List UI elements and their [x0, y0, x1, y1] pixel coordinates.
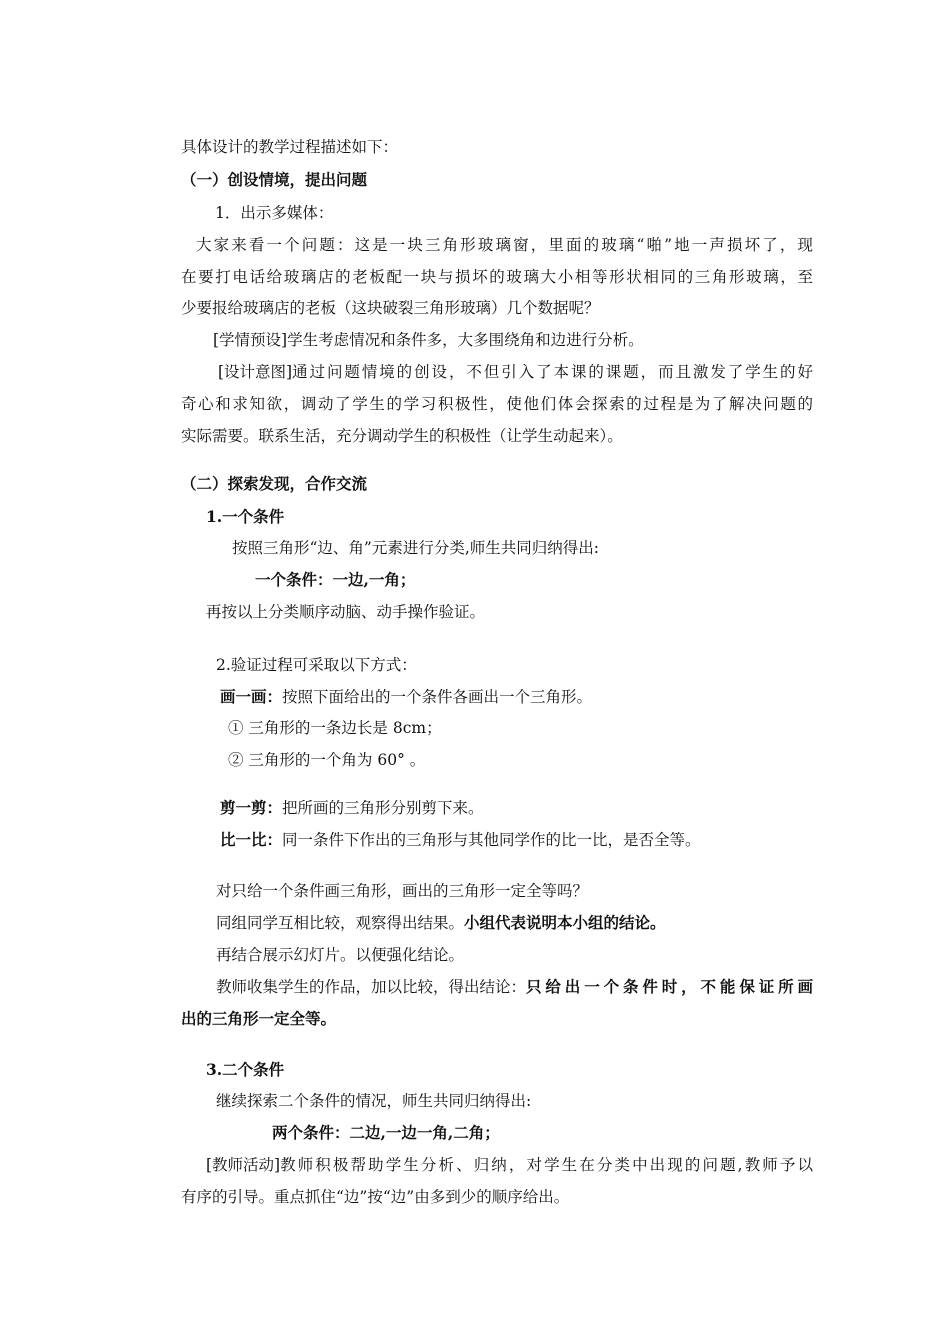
subsection-1: 1.一个条件 [206, 507, 285, 526]
intent-line-1 [218, 362, 813, 382]
activity-line-1 [206, 1155, 813, 1175]
group-text: 同组同学互相比较，观察得出结果。 [216, 914, 465, 932]
draw-line [220, 687, 592, 707]
slides-line: 再结合展示幻灯片。以便强化结论。 [216, 946, 465, 964]
compare-text: 同一条件下作出的三角形与其他同学作的比一比，是否全等。 [282, 831, 701, 849]
group-bold: 小组代表说明本小组的结论。 [464, 913, 666, 932]
compare-line [220, 830, 701, 850]
teacher-text: 教师收集学生的作品，加以比较，得出结论： [216, 978, 527, 996]
subsection-2: 2.验证过程可采取以下方式： [216, 656, 417, 674]
preset-text: 学生考虑情况和条件多，大多围绕角和边进行分析。 [287, 331, 644, 349]
subsection-3: 3.二个条件 [206, 1060, 285, 1079]
two-conditions: 两个条件：二边,一边一角,二角； [272, 1123, 500, 1142]
item-1: 1．出示多媒体： [215, 204, 334, 222]
question-line: 对只给一个条件画三角形，画出的三角形一定全等吗？ [216, 882, 589, 900]
intent-text-1: 通过问题情境的创设，不但引入了本课的课题，而且激发了学生的好 [292, 363, 813, 381]
section-1-heading: （一）创设情境，提出问题 [181, 170, 368, 189]
cut-line [220, 798, 484, 818]
draw-tag: 画一画： [220, 687, 283, 706]
activity-tag: [教师活动] [206, 1156, 281, 1174]
intent-line-2: 奇心和求知欲，调动了学生的学习积极性，使他们体会探索的过程是为了解决问题的 [181, 395, 813, 413]
verify-intro: 再按以上分类顺序动脑、动手操作验证。 [206, 603, 486, 621]
para-1-line-1: 大家来看一个问题：这是一块三角形玻璃窗，里面的玻璃“啪”地一声损坏了，现 [196, 236, 813, 254]
activity-line-2: 有序的引导。重点抓住“边”按“边”由多到少的顺序给出。 [181, 1188, 570, 1206]
section-2-heading: （二）探索发现，合作交流 [181, 474, 368, 493]
teacher-bold-2: 出的三角形一定全等。 [181, 1009, 337, 1028]
cut-text: 把所画的三角形分别剪下来。 [282, 799, 484, 817]
para-1-line-2: 在要打电话给玻璃店的老板配一块与损坏的玻璃大小相等形状相同的三角形玻璃，至 [181, 268, 813, 286]
group-line [216, 913, 666, 933]
intro-line: 具体设计的教学过程描述如下： [181, 138, 399, 156]
draw-text: 按照下面给出的一个条件各画出一个三角形。 [282, 688, 593, 706]
compare-tag: 比一比： [220, 830, 283, 849]
one-condition: 一个条件：一边,一角； [255, 570, 416, 589]
teacher-line-1 [216, 977, 813, 997]
intent-tag: [设计意图] [218, 363, 293, 381]
classify-line: 按照三角形“边、角”元素进行分类,师生共同归纳得出: [232, 539, 599, 557]
intent-line-3: 实际需要。联系生活，充分调动学生的积极性（让学生动起来）。 [181, 427, 623, 445]
continue-line: 继续探索二个条件的情况，师生共同归纳得出: [216, 1092, 532, 1110]
condition-2: ② 三角形的一个角为 60° 。 [228, 751, 426, 769]
cut-tag: 剪一剪： [220, 798, 283, 817]
teacher-bold-1: 只给出一个条件时，不能保证所画 [526, 977, 813, 996]
preset-tag: [学情预设] [213, 331, 288, 349]
condition-1: ① 三角形的一条边长是 8cm； [228, 719, 442, 737]
para-1-line-3: 少要报给玻璃店的老板（这块破裂三角形玻璃）几个数据呢？ [181, 299, 600, 317]
preset-paragraph [213, 330, 644, 350]
activity-text-1: 教师积极帮助学生分析、归纳，对学生在分类中出现的问题,教师予以 [280, 1156, 813, 1174]
